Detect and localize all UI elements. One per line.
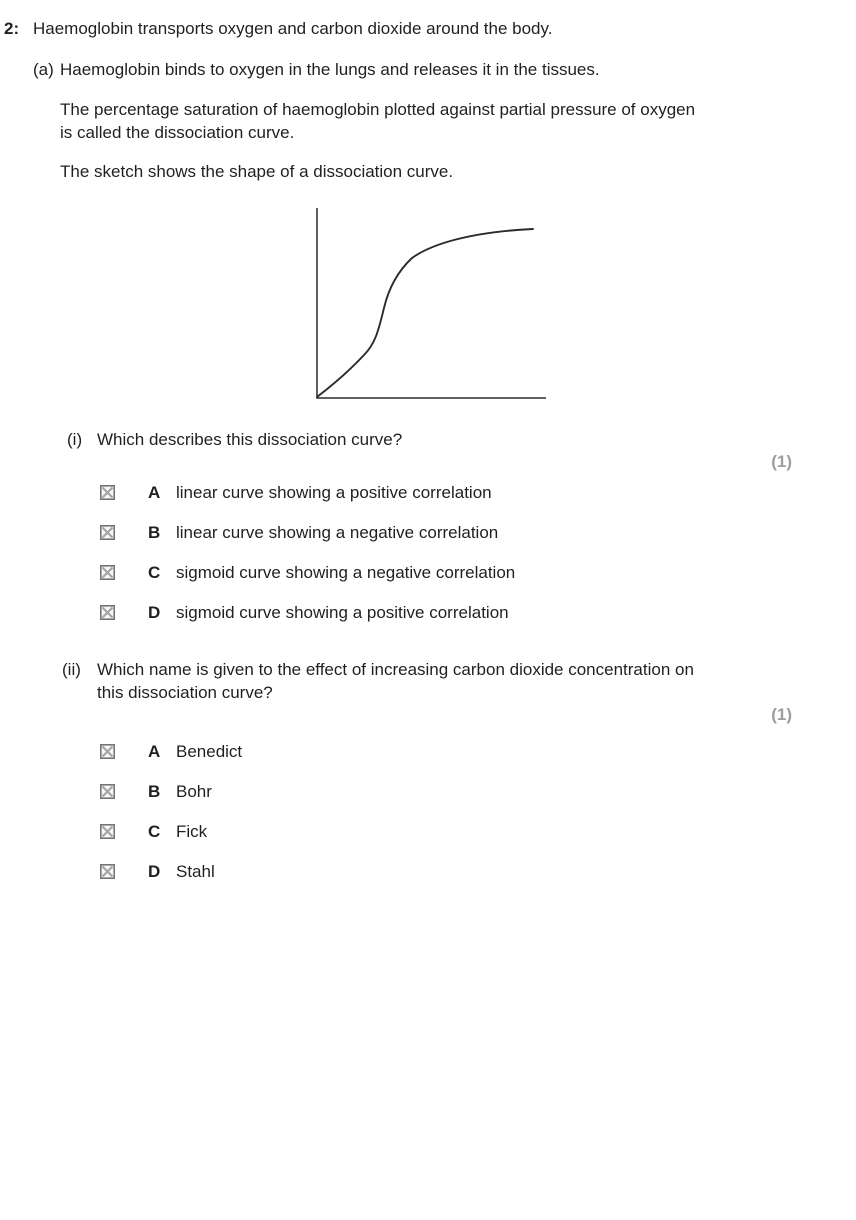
option-text: Fick (176, 822, 208, 841)
sketch-caption: The sketch shows the shape of a dissociation curve. (60, 162, 454, 181)
part-i-marks: (1) (771, 452, 792, 471)
option-letter: A (148, 483, 161, 502)
option-letter: C (148, 563, 161, 582)
answer-checkbox-i-d[interactable] (100, 605, 115, 620)
question-number: 2: (4, 19, 20, 38)
sigmoid-curve-path (317, 229, 533, 397)
part-a-intro: Haemoglobin binds to oxygen in the lungs and releases it in the tissues. (60, 60, 600, 79)
question-2-row (4, 17, 824, 40)
answer-checkbox-ii-c[interactable] (100, 824, 115, 839)
option-letter: B (148, 523, 161, 542)
dissociation-curve-figure (316, 208, 547, 400)
part-ii-marks: (1) (771, 705, 792, 724)
option-row-i-b (100, 524, 498, 541)
option-row-i-d (100, 604, 509, 621)
part-a-label: (a) (33, 60, 54, 79)
answer-checkbox-ii-b[interactable] (100, 784, 115, 799)
option-letter: D (148, 603, 161, 622)
option-row-ii-c (100, 823, 207, 840)
option-text: Bohr (176, 782, 212, 801)
answer-checkbox-i-a[interactable] (100, 485, 115, 500)
answer-checkbox-ii-a[interactable] (100, 744, 115, 759)
part-i-question: Which describes this dissociation curve? (97, 430, 403, 449)
option-text: linear curve showing a negative correlation (176, 523, 499, 542)
part-ii-question-row (62, 658, 797, 704)
part-i-label: (i) (67, 430, 83, 449)
answer-checkbox-ii-d[interactable] (100, 864, 115, 879)
option-text: linear curve showing a positive correlation (176, 483, 492, 502)
option-text: sigmoid curve showing a positive correlation (176, 603, 509, 622)
part-a-row (33, 58, 823, 81)
option-row-i-c (100, 564, 515, 581)
option-row-ii-a (100, 743, 242, 760)
option-row-i-a (100, 484, 492, 501)
axes-lines (317, 208, 546, 398)
option-letter: A (148, 742, 161, 761)
dissociation-curve-svg (316, 208, 547, 400)
option-letter: B (148, 782, 161, 801)
part-a-paragraph: The percentage saturation of haemoglobin plotted against partial pressure of oxygen is called the dissociation curve. (60, 100, 696, 142)
question-stem: Haemoglobin transports oxygen and carbon dioxide around the body. (33, 19, 553, 38)
part-ii-label: (ii) (62, 660, 81, 679)
option-text: Stahl (176, 862, 215, 881)
part-i-question-row (67, 428, 767, 451)
option-letter: C (148, 822, 161, 841)
option-text: Benedict (176, 742, 243, 761)
option-row-ii-d (100, 863, 215, 880)
option-text: sigmoid curve showing a negative correlation (176, 563, 516, 582)
answer-checkbox-i-c[interactable] (100, 565, 115, 580)
option-row-ii-b (100, 783, 212, 800)
part-ii-question: Which name is given to the effect of increasing carbon dioxide concentration on this dissociation curve? (97, 660, 694, 702)
answer-checkbox-i-b[interactable] (100, 525, 115, 540)
option-letter: D (148, 862, 161, 881)
